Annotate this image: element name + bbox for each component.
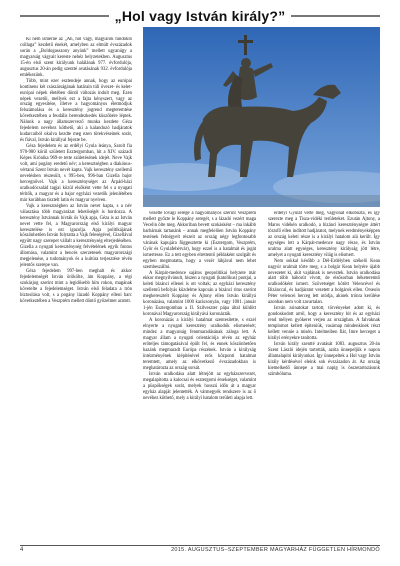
paragraph: A koronázás a királyi hatalmat szentesítette, s ezzel elnyerte a nyugati keresztény uralkodók elismerését; mindez a magyarság fennmaradásának záloga lett. A magyar állam a nyugati orientációja révén az egyház erőteljes támogatásával épült fel, és ennek köszönhetően hazánk megmaradt Európa részének. István a királyság intézményének kiépítésével erős központi hatalmat teremtett, amely az elkövetkező évszázadokban is meghatározta az ország sorsát. xyxy=(143,318,256,371)
title-rule-left xyxy=(20,15,109,17)
text-column-3 xyxy=(268,211,380,542)
title-rule-right xyxy=(291,15,380,17)
paragraph: Több, mint ezer esztendeje annak, hogy az európai kontinens két császárságának határain túli övezet- és kelet-európai népek életében döntő változás indult meg. Ezen népek vezetői, mellyek ezt a fajta kényszert, vagy az ország egyesítése, illetve a hagyományos életmódjuk felszámolása és a keresztény jogrend megteremtése következtében a feudális berendezkedés küszöbére léptek. Nálunk a nagy államszervező munka kezdete Géza fejedelem nevéhez köthető, aki a kalandozó hadjáratok kudarcaiból okulva kezdte meg ezen törekvéseinek sorát, és fiával, István királlyal fejezte be. xyxy=(20,78,132,144)
paragraph: Ki nem ismerné az „Ah, hol vagy, magyarok tündöklő csillaga” kezdetű énekét, amelyben az elmúlt évszázadok során a „Boldogasszony anyánk” mellett ugyanúgy a magyarság vágyait kereste nehéz helyzetekben. Augusztus 15-én első szent királyunk halálának 977. évfordulója, augusztus 20-án pedig szentté avatásának 932. évfordulója emlékezünk. xyxy=(20,37,132,78)
paragraph: Vajk a keresztségben az István nevet kapta, s a név választása több magyarázat lehetőségét is hordozza. A keresztény Istvánnak hívták ős Vajk apja, Géza is az István nevet vette fel, a Magyarország első királyi magyar keresztelése is ezt igazolja. Apja politikájának köszönhetően István folytatta a Vajk feleségével, Gizellával együtt nagy szerepet vállalt a kereszténység elterjedésében. Gizella a nyugati kereszténység felvételének egyik fontos állomása, valamint a bencés szerzetesek magyarországi megjelenése, a tudományok és a kultúra terjesztése révén jelentős szerepe van. xyxy=(20,203,132,269)
page-title xyxy=(20,8,380,24)
paragraph: A Kárpát-medence sajátos geopolitikai helyzete már ekkor megnyilvánult, hiszen a nyugati (katolikus) pontjai, a keleti bizánci ellenei is ott voltak; az egyházi keresztény szellemű befolyás küzdelme kapcsán a bizánci ritus szerint megkeresztelt Koppány és Ajtony ellen István királlyá koronázása, valamint 1000 karácsonyán, vagy 1001. január 1-jén Esztergomban a II. Szilveszter pápa által küldött koronával Magyarország királyává koronázták. xyxy=(143,270,256,318)
text-column-2 xyxy=(143,211,256,542)
footer-rule xyxy=(20,545,380,546)
statue-illustration xyxy=(143,27,380,207)
paragraph: vezette lovagi serege a hagyományos szerint Veszprém mellett győzte le Koppány seregét, s a lázadó vezért maga Vecelin ölte meg. Akkoriban bevett szokásként – ma inkább barbárnak tartanánk – annak megfelelően István Koppány testének felnégyelt részeit az ország négy legfontosabb várának kapujára függesztette ki (Esztergom, Veszprém, Győr és Gyulafehérvár), hogy ezzel is a hatalmát és jogát ismertesse. Ez a tett egyben elrettentő példaként szolgált és egyben megmutatta, hogy a vezér lábjával nem lehet szembeszállni. xyxy=(143,211,256,270)
paragraph: István uralkodása alatt létrejött az egyházszervezet, megalapította a kalocsai és esztergomi érsekséget, valamint a püspökségek sorát, melyek hosszú időn át a magyar egyház alapját jelentették. A vármegyék rendszere is az ő nevéhez köthető, mely a királyi hatalom területi alapja lett. xyxy=(143,371,256,401)
paragraph: István király szentté avatását 1083. augusztus 20-án Szent László idején tartották, azóta ünnepeljük e napon államalapító királyunkat. Így ünnepeltek a Hol vagy István király kérdésével eleink sok évszázadon át. Az ország kiemelkedő ünnepe a mai napig is összetartozásunk szimbóluma. xyxy=(268,341,380,377)
page-footer xyxy=(20,545,380,555)
page-number: 4 xyxy=(20,547,24,553)
title-text: „Hol vagy István király?” xyxy=(114,8,286,24)
paragraph: erdélyi Gyulát verte meg, vagyonát elkobozta, és így szerezte meg a Tisza-vidéki területeket. Ezután Ajtony, a Maros vidékén uralkodó, a bizánci kereszténységre áttért törzsfő ellen indított hadjáratot, melynek eredményeképpen az ország keleti része is a királyi hatalom alá került. Így egységes lett a Kárpát-medence nagy része, és István uralma alatt egységes, keresztény királyság jött létre, amelyet a nyugati keresztény világ is elismert. xyxy=(268,211,380,258)
publication-info: 2015. AUGUSZTUS–SZEPTEMBER MAGYARHÁZ FÜGGETLEN HÍRMONDÓ xyxy=(171,547,380,553)
paragraph: Nem sokkal később a Dél-Erdélyben székelő Kean nagyúr uralmát törte meg, s a bolgár Kean helyére újabb nevezetet ki, akit vajdának is neveztek. István uralkodása alatt több háborút vívott, de elsősorban béketeremtő uralkodóként ismert. Szövetséget kötött Velencével és Bizánccal, és hadjáratot vezetett a bolgárok ellen. Orseolo Péter velencei herceg lett utódja, akinek trónra kerülése azonban nem volt zavartalan. xyxy=(268,258,380,306)
paragraph: Géza fejedelem és az erdélyi Gyula leánya, Sarolt fia 970-980 körül született Esztergomban, hit a XIV. századi Képes Krónika 969-re tette születésének idejét. Neve Vajk volt, ami pogány eredetű név; a keresztségben a diakónus-vértanú Szent István nevét kapta. Vajk keresztény szellemű nevelésben részesült, s 995-ben, 996-ban Gizella bajor hercegnővel. Vajk a kereszténységet az Árpád-házi uralkodócsalád tagjai közül elsőként vette fel s a nyugati térítők, a magyar és a bajor egyházi vezetők jelenlétében már korábban tisztelt latin és magyar nyelven. xyxy=(20,144,132,203)
text-column-1 xyxy=(20,37,132,542)
paragraph: István zsinatokat tartott, törvényeket adott ki, és gondoskodott arról, hogy a keresztény hit és az egyházi rend mélyen gyökeret verjen az országban. A falvaknak templomot kellett építeniük, vasárnap mindenkinek részt kellett vennie a misén. Intelmeiben fiát, Imre herceget a királyi erényekre tanította. xyxy=(268,306,380,342)
paragraph: Géza fejedelem 997-ben meghalt és akkor fejedelemségét István örökölte, ám Koppány, a régi szokásjog szerint mint a legidősebb hím rokon, magának követelte a fejedelemséget. István első feladata a trón biztosítása volt, s a pogány lázadó Koppány elleni harc következtében a Veszprém mellett döntő győzelmet aratott. xyxy=(20,269,132,304)
statue-photo xyxy=(143,27,380,207)
